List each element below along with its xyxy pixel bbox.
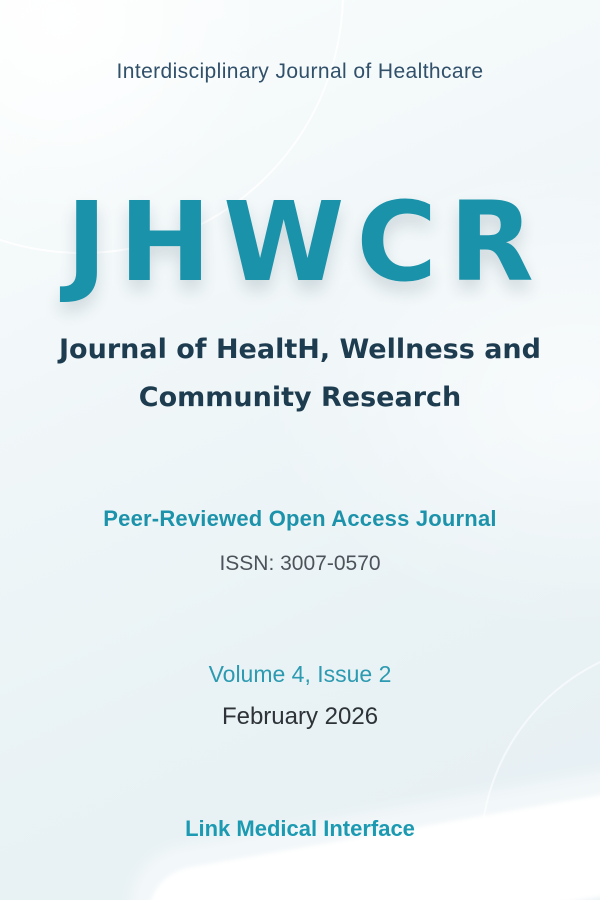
journal-title-line1: Journal of HealtH, Wellness and: [59, 334, 541, 365]
volume-issue-label: Volume 4, Issue 2: [208, 661, 392, 687]
journal-logo-acronym: JHWCR: [66, 178, 546, 306]
journal-title-line2: Community Research: [138, 382, 462, 413]
issn-label: ISSN: 3007-0570: [219, 552, 381, 575]
publisher-name: Link Medical Interface: [185, 816, 415, 841]
journal-full-title: [0, 326, 600, 422]
peer-review-access-label: Peer-Reviewed Open Access Journal: [103, 506, 497, 531]
issue-date-label: February 2026: [221, 703, 379, 730]
masthead-title: Interdisciplinary Journal of Healthcare: [116, 60, 484, 83]
